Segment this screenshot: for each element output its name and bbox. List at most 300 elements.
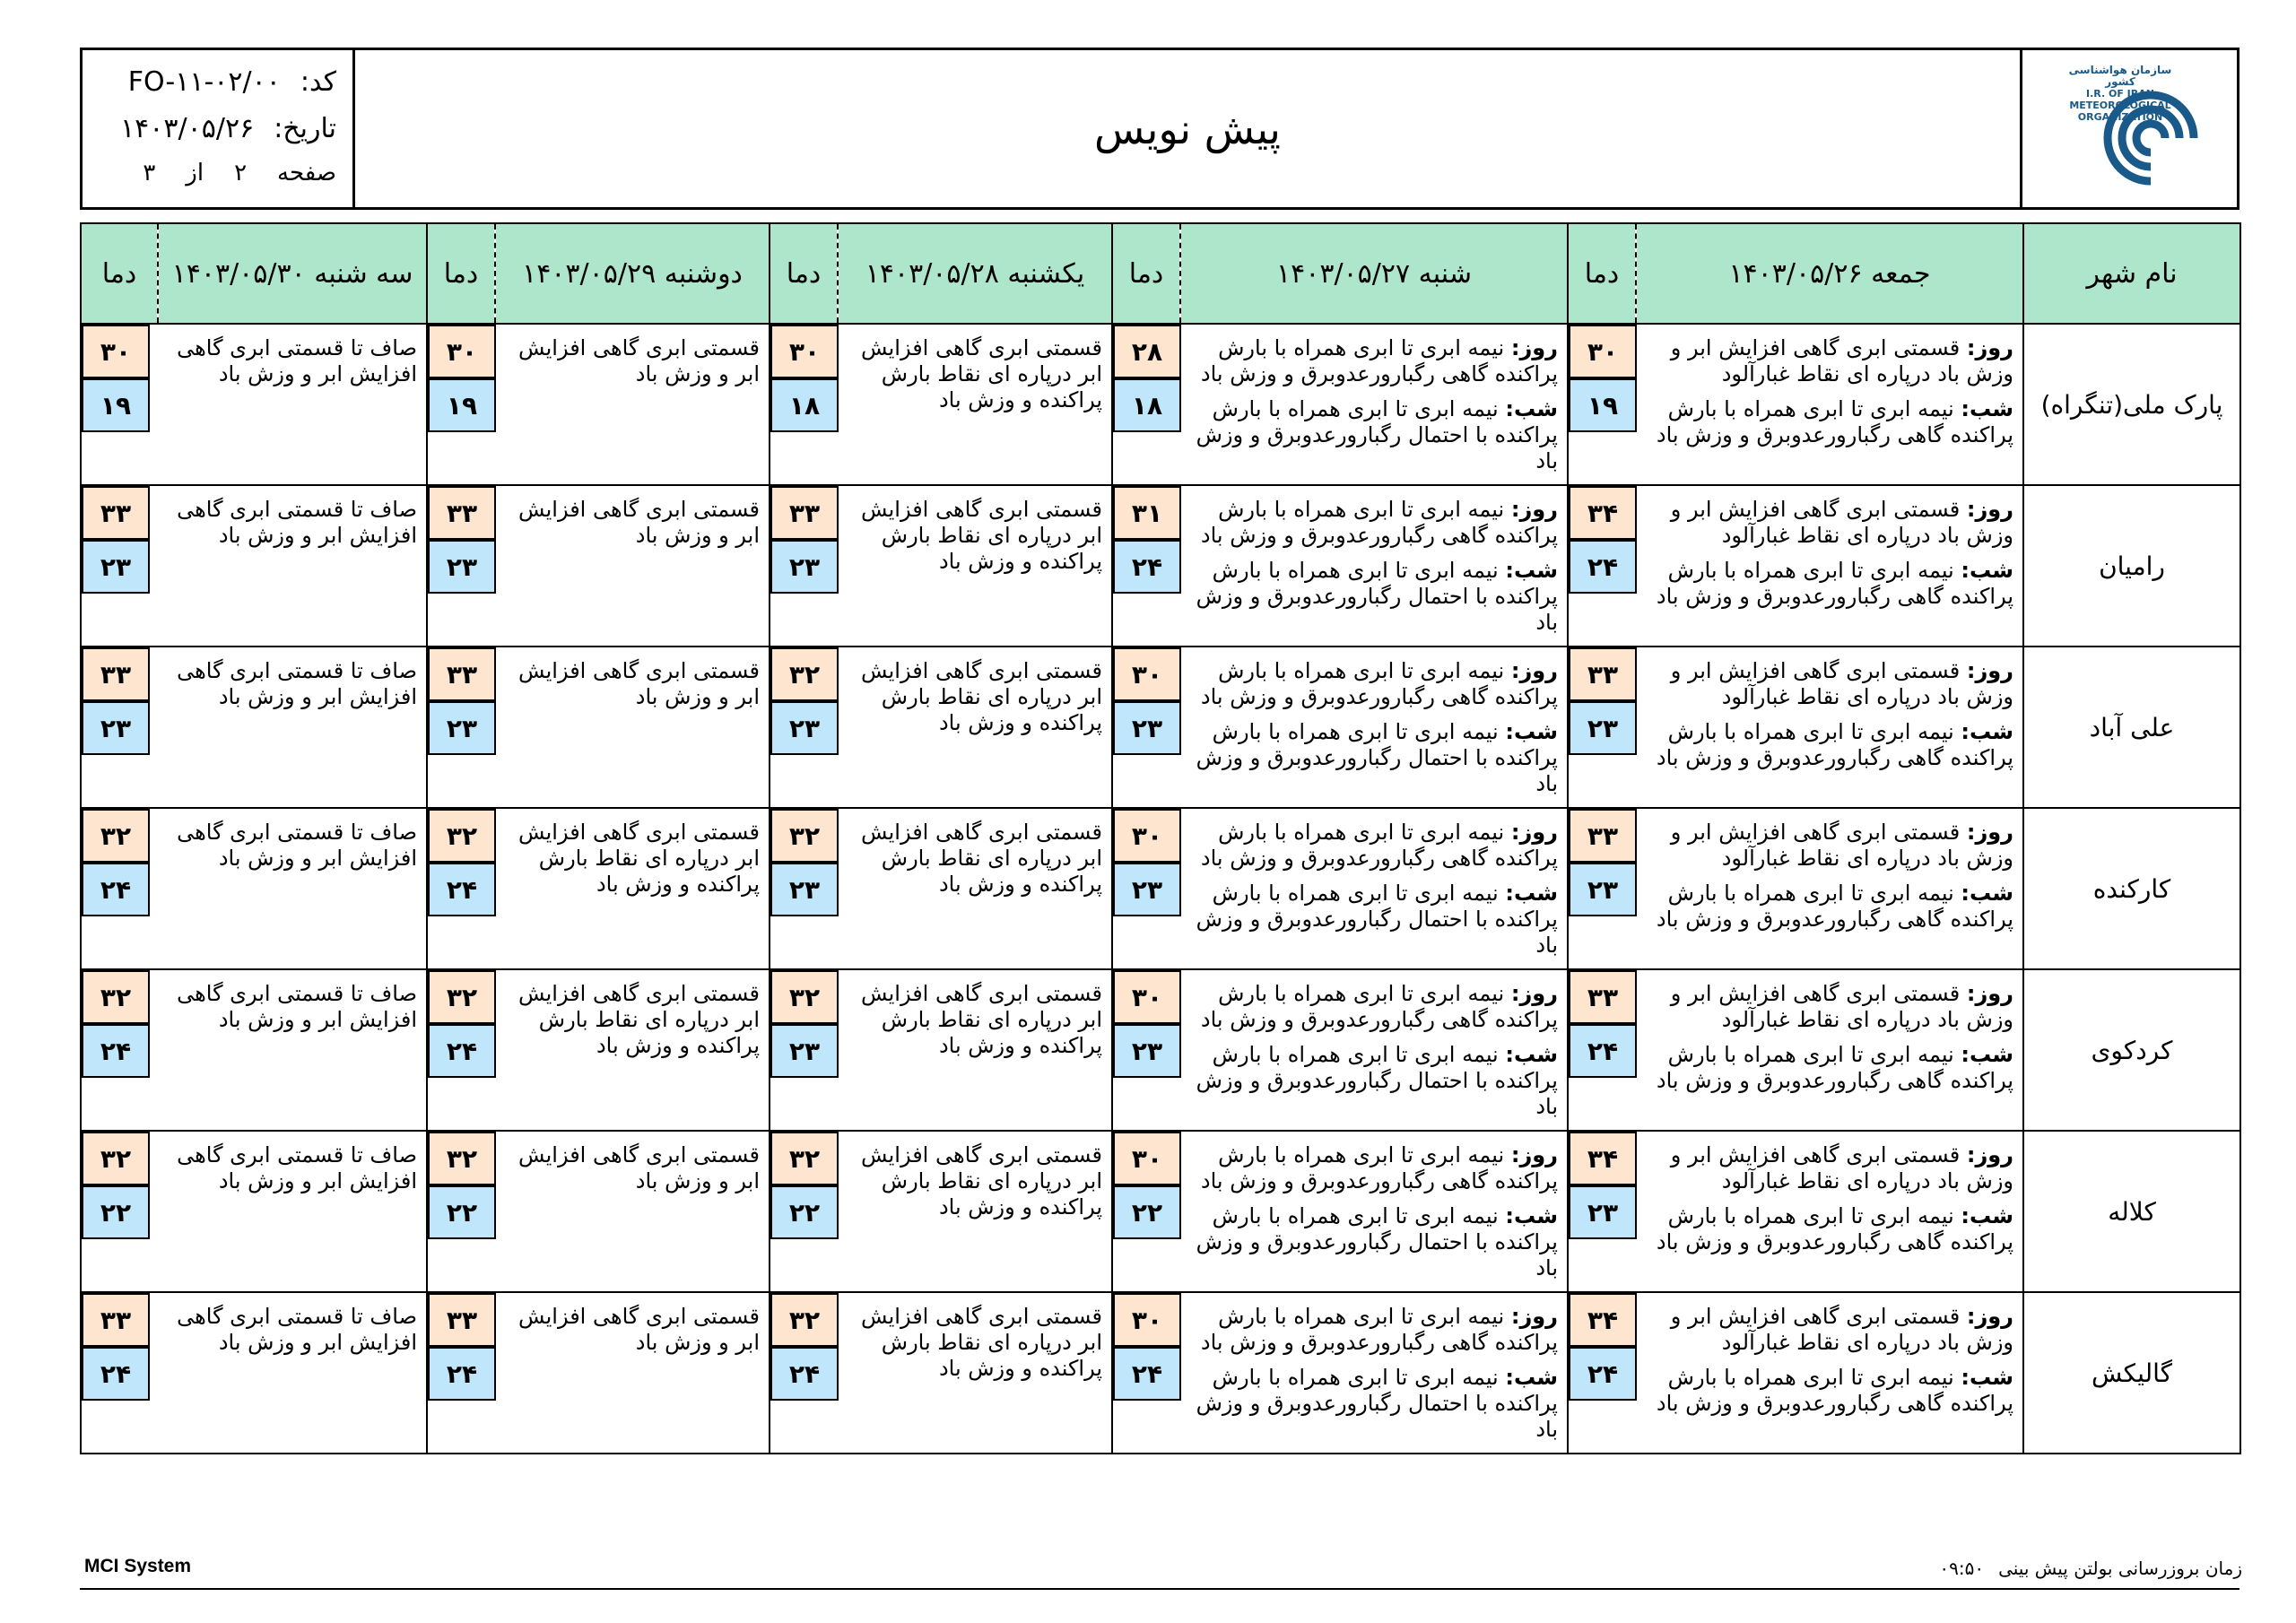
max-temp: ۳۳ (82, 647, 150, 701)
min-temp: ۲۴ (1113, 540, 1181, 594)
night-text: نیمه ابری تا ابری همراه با بارش پراکنده گاهی رگبارورعدوبرق و وزش باد (1656, 881, 2013, 932)
night-label: شب: (1505, 719, 1558, 744)
max-temp: ۳۰ (1569, 325, 1637, 378)
city-name: علی آباد (2023, 647, 2240, 808)
forecast-cell (1636, 647, 2023, 808)
night-label: شب: (1505, 881, 1558, 906)
forecast-text (838, 486, 1111, 575)
forecast-cell (838, 485, 1112, 647)
min-temp: ۲۴ (428, 1024, 496, 1078)
forecast-cell (158, 647, 427, 808)
day-text: قسمتی ابری گاهی افزایش ابر و وزش باد درپاره ای نقاط غبارآلود (1670, 981, 2013, 1032)
forecast-text (158, 1132, 426, 1194)
forecast-text (1636, 647, 2022, 771)
table-row (81, 647, 2240, 808)
forecast-text (838, 1293, 1111, 1382)
max-temp: ۳۰ (82, 325, 150, 378)
max-temp: ۳۰ (1113, 647, 1181, 701)
forecast-text (1180, 970, 1567, 1120)
night-text: نیمه ابری تا ابری همراه با بارش پراکنده گاهی رگبارورعدوبرق و وزش باد (1656, 719, 2013, 770)
night-forecast (1641, 396, 2013, 448)
max-temp: ۳۲ (770, 647, 839, 701)
day-label: روز: (1966, 820, 2013, 845)
forecast-description: صاف تا قسمتی ابری گاهی افزایش ابر و وزش باد (177, 820, 417, 871)
forecast-cell (1180, 1292, 1568, 1454)
forecast-cell (1636, 485, 2023, 647)
code-row (128, 66, 336, 98)
logo-cell (2020, 50, 2237, 207)
night-label: شب: (1505, 1203, 1558, 1228)
min-temp: ۲۴ (82, 863, 150, 916)
temperature-cell (81, 324, 158, 485)
day-text: قسمتی ابری گاهی افزایش ابر و وزش باد درپاره ای نقاط غبارآلود (1670, 335, 2013, 386)
min-temp: ۲۴ (1569, 540, 1637, 594)
footer-divider (80, 1588, 2239, 1590)
night-forecast (1641, 881, 2013, 933)
temperature-cell (81, 1292, 158, 1454)
day-forecast (1641, 335, 2013, 387)
min-temp: ۲۳ (428, 701, 496, 755)
night-forecast (1186, 881, 1558, 959)
day-label: روز: (1510, 981, 1558, 1006)
forecast-description: قسمتی ابری گاهی افزایش ابر و وزش باد (518, 658, 760, 709)
max-temp: ۳۳ (770, 486, 839, 540)
night-forecast (1641, 1365, 2013, 1417)
forecast-description: قسمتی ابری گاهی افزایش ابر و وزش باد (518, 1304, 760, 1355)
forecast-cell (495, 969, 770, 1131)
temperature-cell (1112, 1292, 1180, 1454)
forecast-text (838, 809, 1111, 898)
forecast-cell (838, 1131, 1112, 1292)
day-forecast (1641, 1142, 2013, 1194)
night-label: شب: (1505, 1042, 1558, 1067)
forecast-description: قسمتی ابری گاهی افزایش ابر درپاره ای نقاط بارش پراکنده و وزش باد (861, 1142, 1102, 1219)
forecast-description: قسمتی ابری گاهی افزایش ابر درپاره ای نقاط بارش پراکنده و وزش باد (518, 820, 760, 897)
min-temp: ۲۴ (428, 863, 496, 916)
day-label: روز: (1966, 335, 2013, 360)
day-text: نیمه ابری تا ابری همراه با بارش پراکنده گاهی رگبارورعدوبرق و وزش باد (1200, 1304, 1558, 1355)
forecast-text (838, 647, 1111, 736)
night-forecast (1641, 1042, 2013, 1094)
min-temp: ۲۴ (770, 1347, 839, 1401)
forecast-text (1180, 1132, 1567, 1281)
max-temp: ۳۲ (770, 809, 839, 863)
day-label: روز: (1966, 981, 2013, 1006)
forecast-text (838, 970, 1111, 1059)
night-forecast (1186, 1203, 1558, 1281)
temperature-cell (81, 808, 158, 969)
min-temp: ۲۲ (1113, 1185, 1181, 1239)
forecast-cell (838, 808, 1112, 969)
max-temp: ۳۳ (82, 486, 150, 540)
temperature-cell (427, 485, 495, 647)
forecast-text (158, 809, 426, 872)
table-row (81, 324, 2240, 485)
max-temp: ۳۳ (428, 486, 496, 540)
night-text: نیمه ابری تا ابری همراه با بارش پراکنده گاهی رگبارورعدوبرق و وزش باد (1656, 1203, 2013, 1254)
city-name: رامیان (2023, 485, 2240, 647)
night-forecast (1186, 1365, 1558, 1443)
min-temp: ۲۳ (428, 540, 496, 594)
night-forecast (1641, 558, 2013, 610)
min-temp: ۱۸ (1113, 378, 1181, 432)
page-row (143, 160, 336, 187)
city-name: پارک ملی(تنگراه) (2023, 324, 2240, 485)
temperature-cell (427, 1131, 495, 1292)
max-temp: ۳۰ (770, 325, 839, 378)
min-temp: ۲۴ (1113, 1347, 1181, 1401)
forecast-cell (495, 324, 770, 485)
day-forecast (1641, 658, 2013, 710)
forecast-text (1180, 1293, 1567, 1443)
day-header: شنبه ۱۴۰۳/۰۵/۲۷ (1180, 223, 1568, 324)
forecast-text (1636, 1293, 2022, 1417)
min-temp: ۲۳ (82, 540, 150, 594)
night-text: نیمه ابری تا ابری همراه با بارش پراکنده با احتمال رگبارورعدوبرق و وزش باد (1196, 1365, 1558, 1442)
min-temp: ۲۳ (770, 1024, 839, 1078)
temperature-cell (1112, 485, 1180, 647)
forecast-cell (1636, 969, 2023, 1131)
update-time-label: زمان بروزرسانی بولتن پیش بینی (1998, 1558, 2242, 1579)
temp-header: دما (770, 223, 838, 324)
day-label: روز: (1966, 1304, 2013, 1329)
night-forecast (1641, 719, 2013, 771)
forecast-description: صاف تا قسمتی ابری گاهی افزایش ابر و وزش باد (177, 981, 417, 1032)
page-label: صفحه (277, 160, 336, 187)
day-forecast (1641, 497, 2013, 549)
night-forecast (1641, 1203, 2013, 1255)
night-label: شب: (1505, 396, 1558, 421)
temperature-cell (770, 485, 838, 647)
night-label: شب: (1961, 396, 2013, 421)
page-number: ۲ (234, 160, 248, 187)
night-text: نیمه ابری تا ابری همراه با بارش پراکنده گاهی رگبارورعدوبرق و وزش باد (1656, 1365, 2013, 1416)
max-temp: ۳۰ (1113, 1132, 1181, 1185)
max-temp: ۳۲ (82, 1132, 150, 1185)
night-label: شب: (1505, 1365, 1558, 1390)
forecast-description: صاف تا قسمتی ابری گاهی افزایش ابر و وزش باد (177, 1304, 417, 1355)
day-forecast (1186, 497, 1558, 549)
max-temp: ۳۳ (428, 647, 496, 701)
logo-caption (2057, 65, 2183, 123)
day-text: قسمتی ابری گاهی افزایش ابر و وزش باد درپاره ای نقاط غبارآلود (1670, 658, 2013, 709)
table-row (81, 1292, 2240, 1454)
footer-update-time (1939, 1558, 2242, 1579)
temperature-cell (1568, 969, 1636, 1131)
night-label: شب: (1961, 881, 2013, 906)
day-label: روز: (1966, 658, 2013, 683)
forecast-cell (495, 808, 770, 969)
day-forecast (1186, 981, 1558, 1033)
night-forecast (1186, 396, 1558, 474)
max-temp: ۳۲ (770, 970, 839, 1024)
day-header: سه شنبه ۱۴۰۳/۰۵/۳۰ (158, 223, 427, 324)
forecast-description: صاف تا قسمتی ابری گاهی افزایش ابر و وزش باد (177, 658, 417, 709)
forecast-text (495, 970, 769, 1059)
forecast-text (1636, 486, 2022, 610)
min-temp: ۲۳ (1113, 1024, 1181, 1078)
max-temp: ۳۲ (428, 970, 496, 1024)
max-temp: ۳۳ (1569, 647, 1637, 701)
temperature-cell (770, 969, 838, 1131)
max-temp: ۳۰ (428, 325, 496, 378)
temperature-cell (770, 647, 838, 808)
forecast-description: صاف تا قسمتی ابری گاهی افزایش ابر و وزش باد (177, 497, 417, 548)
forecast-cell (1636, 808, 2023, 969)
min-temp: ۲۴ (82, 1024, 150, 1078)
temperature-cell (1568, 485, 1636, 647)
temp-header: دما (1112, 223, 1180, 324)
forecast-cell (158, 324, 427, 485)
temperature-cell (81, 485, 158, 647)
forecast-text (495, 1132, 769, 1194)
forecast-cell (838, 969, 1112, 1131)
page-of-label: از (186, 160, 204, 187)
forecast-description: قسمتی ابری گاهی افزایش ابر درپاره ای نقاط بارش پراکنده و وزش باد (861, 820, 1102, 897)
forecast-text (1636, 970, 2022, 1094)
day-text: نیمه ابری تا ابری همراه با بارش پراکنده گاهی رگبارورعدوبرق و وزش باد (1200, 335, 1558, 386)
temperature-cell (1112, 647, 1180, 808)
page-title: پیش نویس (1094, 104, 1281, 153)
forecast-description: قسمتی ابری گاهی افزایش ابر درپاره ای نقاط بارش پراکنده و وزش باد (861, 658, 1102, 735)
temp-header: دما (427, 223, 495, 324)
min-temp: ۲۴ (1569, 1024, 1637, 1078)
table-row (81, 969, 2240, 1131)
date-label: تاریخ: (274, 113, 336, 144)
night-forecast (1186, 1042, 1558, 1120)
city-name: کلاله (2023, 1131, 2240, 1292)
min-temp: ۲۲ (428, 1185, 496, 1239)
max-temp: ۳۰ (1113, 970, 1181, 1024)
min-temp: ۲۳ (1113, 863, 1181, 916)
day-label: روز: (1510, 1304, 1558, 1329)
day-text: قسمتی ابری گاهی افزایش ابر و وزش باد درپاره ای نقاط غبارآلود (1670, 497, 2013, 548)
min-temp: ۲۴ (428, 1347, 496, 1401)
forecast-description: قسمتی ابری گاهی افزایش ابر درپاره ای نقاط بارش پراکنده و وزش باد (518, 981, 760, 1058)
min-temp: ۱۸ (770, 378, 839, 432)
min-temp: ۲۴ (82, 1347, 150, 1401)
forecast-cell (158, 1131, 427, 1292)
min-temp: ۱۹ (428, 378, 496, 432)
night-text: نیمه ابری تا ابری همراه با بارش پراکنده با احتمال رگبارورعدوبرق و وزش باد (1196, 396, 1558, 473)
max-temp: ۳۲ (428, 809, 496, 863)
temp-header: دما (1568, 223, 1636, 324)
temperature-cell (770, 808, 838, 969)
day-label: روز: (1510, 1142, 1558, 1167)
temperature-cell (1568, 1131, 1636, 1292)
forecast-description: صاف تا قسمتی ابری گاهی افزایش ابر و وزش باد (177, 335, 417, 386)
temperature-cell (1568, 808, 1636, 969)
temperature-cell (1112, 808, 1180, 969)
night-label: شب: (1961, 558, 2013, 583)
forecast-text (158, 647, 426, 710)
forecast-text (1180, 647, 1567, 797)
night-label: شب: (1961, 1365, 2013, 1390)
forecast-cell (1180, 969, 1568, 1131)
code-value: FO-۱۱-۰۲/۰۰ (127, 66, 281, 98)
day-label: روز: (1510, 335, 1558, 360)
city-header: نام شهر (2023, 223, 2240, 324)
forecast-text (158, 486, 426, 549)
min-temp: ۲۳ (1569, 863, 1637, 916)
day-label: روز: (1966, 1142, 2013, 1167)
day-forecast (1641, 820, 2013, 872)
forecast-text (1180, 486, 1567, 636)
night-text: نیمه ابری تا ابری همراه با بارش پراکنده گاهی رگبارورعدوبرق و وزش باد (1656, 396, 2013, 447)
temperature-cell (81, 1131, 158, 1292)
date-row (120, 113, 336, 144)
day-text: نیمه ابری تا ابری همراه با بارش پراکنده گاهی رگبارورعدوبرق و وزش باد (1200, 981, 1558, 1032)
day-header: یکشنبه ۱۴۰۳/۰۵/۲۸ (838, 223, 1112, 324)
min-temp: ۲۳ (82, 701, 150, 755)
min-temp: ۲۲ (82, 1185, 150, 1239)
forecast-description: صاف تا قسمتی ابری گاهی افزایش ابر و وزش باد (177, 1142, 417, 1193)
forecast-cell (495, 1292, 770, 1454)
forecast-text (1636, 1132, 2022, 1255)
night-label: شب: (1961, 719, 2013, 744)
table-row (81, 1131, 2240, 1292)
max-temp: ۳۳ (428, 1293, 496, 1347)
forecast-cell (1180, 1131, 1568, 1292)
forecast-text (495, 486, 769, 549)
temperature-cell (1112, 324, 1180, 485)
day-text: قسمتی ابری گاهی افزایش ابر و وزش باد درپاره ای نقاط غبارآلود (1670, 1142, 2013, 1193)
day-forecast (1186, 335, 1558, 387)
forecast-cell (1180, 324, 1568, 485)
temperature-cell (770, 324, 838, 485)
min-temp: ۲۳ (1113, 701, 1181, 755)
day-text: قسمتی ابری گاهی افزایش ابر و وزش باد درپاره ای نقاط غبارآلود (1670, 820, 2013, 871)
night-text: نیمه ابری تا ابری همراه با بارش پراکنده با احتمال رگبارورعدوبرق و وزش باد (1196, 719, 1558, 796)
max-temp: ۳۱ (1113, 486, 1181, 540)
forecast-text (495, 809, 769, 898)
forecast-cell (158, 485, 427, 647)
forecast-text (1636, 809, 2022, 933)
forecast-description: قسمتی ابری گاهی افزایش ابر درپاره ای نقاط بارش پراکنده و وزش باد (861, 497, 1102, 574)
temperature-cell (1568, 1292, 1636, 1454)
update-time-value: ۰۹:۵۰ (1939, 1558, 1985, 1579)
logo-caption-fa: سازمان هواشناسی کشور (2068, 64, 2172, 88)
night-label: شب: (1961, 1042, 2013, 1067)
table-row (81, 485, 2240, 647)
day-label: روز: (1966, 497, 2013, 522)
min-temp: ۲۲ (770, 1185, 839, 1239)
document-meta (83, 50, 355, 207)
day-text: نیمه ابری تا ابری همراه با بارش پراکنده گاهی رگبارورعدوبرق و وزش باد (1200, 497, 1558, 548)
forecast-cell (1180, 808, 1568, 969)
day-forecast (1186, 1304, 1558, 1356)
temperature-cell (770, 1131, 838, 1292)
max-temp: ۳۳ (82, 1293, 150, 1347)
night-text: نیمه ابری تا ابری همراه با بارش پراکنده با احتمال رگبارورعدوبرق و وزش باد (1196, 881, 1558, 958)
forecast-text (838, 325, 1111, 413)
city-name: کارکنده (2023, 808, 2240, 969)
forecast-cell (495, 647, 770, 808)
forecast-cell (838, 647, 1112, 808)
forecast-text (1180, 809, 1567, 959)
max-temp: ۳۴ (1569, 1293, 1637, 1347)
footer-system-name: MCI System (84, 1556, 192, 1576)
max-temp: ۳۴ (1569, 1132, 1637, 1185)
forecast-text (495, 325, 769, 387)
temp-header: دما (81, 223, 158, 324)
day-label: روز: (1510, 497, 1558, 522)
temperature-cell (81, 969, 158, 1131)
forecast-cell (838, 324, 1112, 485)
min-temp: ۲۴ (1569, 1347, 1637, 1401)
day-label: روز: (1510, 820, 1558, 845)
day-header: دوشنبه ۱۴۰۳/۰۵/۲۹ (495, 223, 770, 324)
forecast-cell (1636, 1131, 2023, 1292)
night-text: نیمه ابری تا ابری همراه با بارش پراکنده با احتمال رگبارورعدوبرق و وزش باد (1196, 1203, 1558, 1280)
max-temp: ۳۲ (770, 1132, 839, 1185)
day-forecast (1641, 981, 2013, 1033)
forecast-text (1636, 325, 2022, 448)
day-text: نیمه ابری تا ابری همراه با بارش پراکنده گاهی رگبارورعدوبرق و وزش باد (1200, 820, 1558, 871)
forecast-cell (1636, 1292, 2023, 1454)
day-header: جمعه ۱۴۰۳/۰۵/۲۶ (1636, 223, 2023, 324)
min-temp: ۲۳ (1569, 701, 1637, 755)
min-temp: ۱۹ (82, 378, 150, 432)
temperature-cell (770, 1292, 838, 1454)
forecast-text (495, 1293, 769, 1356)
date-value: ۱۴۰۳/۰۵/۲۶ (120, 113, 255, 144)
min-temp: ۲۳ (770, 863, 839, 916)
max-temp: ۳۲ (428, 1132, 496, 1185)
day-text: قسمتی ابری گاهی افزایش ابر و وزش باد درپاره ای نقاط غبارآلود (1670, 1304, 2013, 1355)
forecast-cell (495, 1131, 770, 1292)
min-temp: ۲۳ (770, 701, 839, 755)
temperature-cell (427, 647, 495, 808)
forecast-description: قسمتی ابری گاهی افزایش ابر درپاره ای نقاط بارش پراکنده و وزش باد (861, 335, 1102, 412)
day-text: نیمه ابری تا ابری همراه با بارش پراکنده گاهی رگبارورعدوبرق و وزش باد (1200, 658, 1558, 709)
temperature-cell (427, 969, 495, 1131)
night-forecast (1186, 719, 1558, 797)
max-temp: ۳۰ (1113, 1293, 1181, 1347)
forecast-cell (838, 1292, 1112, 1454)
temperature-cell (1568, 324, 1636, 485)
max-temp: ۳۲ (82, 809, 150, 863)
temperature-cell (1112, 969, 1180, 1131)
forecast-text (158, 325, 426, 387)
temperature-cell (1568, 647, 1636, 808)
max-temp: ۳۳ (1569, 970, 1637, 1024)
forecast-text (495, 647, 769, 710)
logo-caption-en: I.R. OF IRAN METEOROLOGICAL ORGANIZATION (2069, 88, 2171, 123)
forecast-description: قسمتی ابری گاهی افزایش ابر درپاره ای نقاط بارش پراکنده و وزش باد (861, 1304, 1102, 1381)
night-text: نیمه ابری تا ابری همراه با بارش پراکنده گاهی رگبارورعدوبرق و وزش باد (1656, 558, 2013, 609)
forecast-description: قسمتی ابری گاهی افزایش ابر و وزش باد (518, 497, 760, 548)
table-row (81, 808, 2240, 969)
night-label: شب: (1505, 558, 1558, 583)
code-label: کد: (300, 66, 336, 98)
day-forecast (1641, 1304, 2013, 1356)
forecast-text (158, 970, 426, 1033)
night-forecast (1186, 558, 1558, 636)
max-temp: ۳۴ (1569, 486, 1637, 540)
page-total: ۳ (143, 160, 156, 187)
forecast-cell (1636, 324, 2023, 485)
forecast-text (838, 1132, 1111, 1220)
max-temp: ۳۲ (770, 1293, 839, 1347)
temperature-cell (81, 647, 158, 808)
forecast-cell (1180, 485, 1568, 647)
temperature-cell (1112, 1131, 1180, 1292)
temperature-cell (427, 808, 495, 969)
min-temp: ۱۹ (1569, 378, 1637, 432)
city-name: گالیکش (2023, 1292, 2240, 1454)
table-header-row (81, 223, 2240, 324)
